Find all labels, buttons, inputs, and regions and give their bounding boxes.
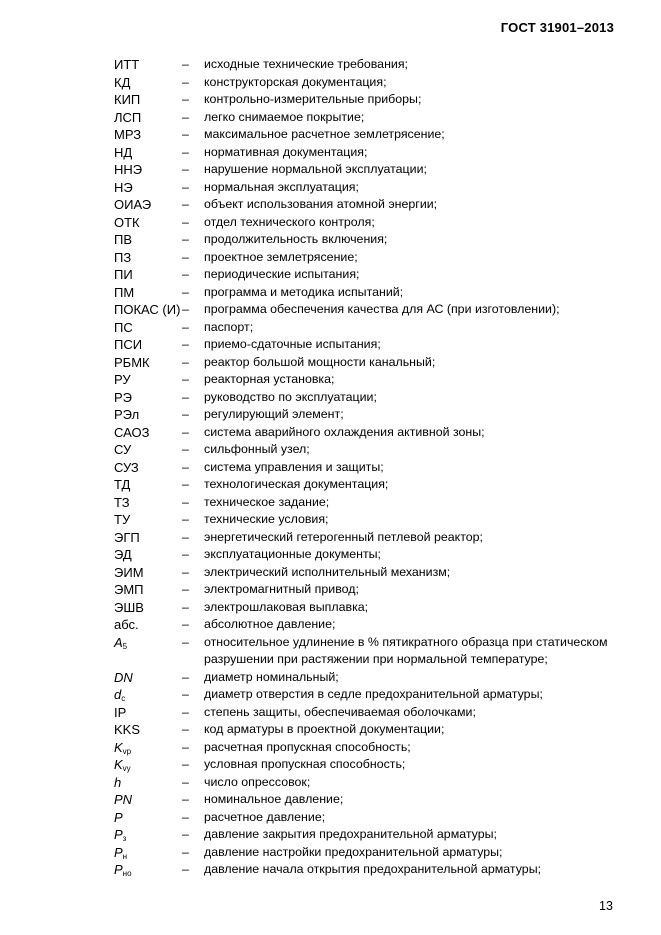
abbreviation-term-text: ПЗ: [114, 249, 132, 265]
abbreviation-entry: [114, 371, 634, 389]
abbreviation-entry: [114, 354, 634, 372]
abbreviation-entry: [114, 546, 634, 564]
abbreviation-term-text: ННЭ: [114, 162, 143, 177]
abbreviation-term-text: K: [114, 739, 123, 755]
abbreviation-term-text: ПОКАС (И): [114, 302, 181, 317]
separator-dash: –: [182, 757, 189, 771]
separator-dash: –: [182, 179, 189, 194]
abbreviation-term-text: ЭГП: [114, 529, 140, 545]
abbreviation-definition: электрошлаковая выплавка;: [204, 599, 369, 614]
separator-dash: –: [182, 494, 189, 509]
separator-dash: –: [182, 389, 189, 404]
abbreviation-definition: сильфонный узел;: [204, 442, 310, 456]
separator-dash: –: [182, 687, 189, 701]
abbreviation-term: [114, 581, 182, 599]
separator-dash: –: [182, 214, 189, 229]
abbreviation-entry: [114, 511, 634, 529]
separator-dash: –: [182, 127, 189, 141]
separator-dash: –: [182, 599, 189, 614]
abbreviation-term: [114, 354, 182, 372]
separator-dash: –: [182, 809, 189, 824]
separator-dash: –: [182, 792, 189, 806]
abbreviation-definition: техническое задание;: [204, 494, 330, 509]
abbreviation-term: [114, 161, 182, 179]
abbreviation-definition: нарушение нормальной эксплуатации;: [204, 162, 427, 176]
abbreviation-term-text: ЛСП: [114, 109, 142, 125]
separator-dash: –: [182, 302, 189, 316]
abbreviation-definition: относительное удлинение в % пятикратного образца при статическом разрушении при растяжении при нормальной температуре;: [204, 634, 608, 666]
abbreviation-entry: [114, 616, 634, 634]
abbreviation-term: [114, 441, 182, 459]
abbreviation-subscript: vy: [122, 764, 131, 773]
separator-dash: –: [182, 617, 189, 631]
abbreviation-term: [114, 669, 182, 687]
abbreviation-term-text: абс.: [114, 617, 139, 632]
abbreviation-entry: [114, 739, 634, 757]
abbreviation-entry: [114, 196, 634, 214]
abbreviation-entry: [114, 231, 634, 249]
abbreviation-definition: паспорт;: [204, 319, 254, 334]
abbreviation-definition: система управления и защиты;: [204, 459, 384, 474]
abbreviation-term-text: ИТТ: [114, 57, 140, 72]
abbreviation-term-text: ПС: [114, 319, 133, 335]
abbreviation-term-text: КД: [114, 74, 131, 90]
abbreviation-term-text: РБМК: [114, 354, 150, 370]
abbreviation-term-text: НД: [114, 144, 133, 160]
abbreviation-definition: система аварийного охлаждения активной зоны;: [204, 424, 485, 439]
abbreviation-subscript: c: [121, 694, 126, 703]
abbreviation-term-text: ТЗ: [114, 494, 130, 510]
abbreviation-term-text: ТУ: [114, 512, 131, 527]
separator-dash: –: [182, 249, 189, 264]
abbreviation-term-text: НЭ: [114, 179, 133, 195]
abbreviation-definition: степень защиты, обеспечиваемая оболочками;: [204, 704, 476, 719]
abbreviation-entry: [114, 494, 634, 512]
abbreviation-term: [114, 739, 182, 757]
abbreviation-entry: [114, 424, 634, 442]
abbreviation-term-text: ТД: [114, 477, 131, 492]
separator-dash: –: [182, 57, 189, 71]
abbreviation-definition: программа обеспечения качества для АС (при изготовлении);: [204, 302, 560, 316]
abbreviation-term: [114, 529, 182, 547]
abbreviation-term: [114, 826, 182, 844]
abbreviation-entry: [114, 476, 634, 494]
separator-dash: –: [182, 739, 189, 754]
abbreviation-entry: [114, 634, 634, 669]
abbreviation-term: [114, 249, 182, 267]
separator-dash: –: [182, 827, 189, 841]
abbreviation-entry: [114, 74, 634, 92]
abbreviation-definition: код арматуры в проектной документации;: [204, 722, 445, 736]
abbreviation-term: [114, 406, 182, 424]
abbreviation-entry: [114, 144, 634, 162]
abbreviation-definition: давление закрытия предохранительной арматуры;: [204, 827, 497, 841]
abbreviation-term: [114, 91, 182, 109]
separator-dash: –: [182, 144, 189, 159]
separator-dash: –: [182, 669, 189, 684]
abbreviation-definition: технические условия;: [204, 512, 329, 526]
abbreviation-term: [114, 476, 182, 494]
separator-dash: –: [182, 284, 189, 299]
abbreviation-definition: номинальное давление;: [204, 792, 344, 806]
abbreviation-term-text: PN: [114, 792, 133, 807]
abbreviation-entry: [114, 599, 634, 617]
abbreviation-term-text: ЭД: [114, 547, 132, 562]
abbreviation-definition: давление начала открытия предохранительной арматуры;: [204, 862, 542, 876]
abbreviation-entry: [114, 529, 634, 547]
separator-dash: –: [182, 372, 189, 386]
abbreviation-term: [114, 196, 182, 214]
abbreviation-subscript: но: [122, 869, 132, 878]
separator-dash: –: [182, 319, 189, 334]
page-number: 13: [599, 899, 613, 913]
abbreviation-term-text: КИП: [114, 92, 141, 107]
separator-dash: –: [182, 337, 189, 351]
abbreviation-term-text: P: [114, 827, 123, 842]
abbreviation-term: [114, 634, 182, 652]
abbreviation-term: [114, 56, 182, 74]
separator-dash: –: [182, 197, 189, 211]
abbreviation-term-text: ПМ: [114, 284, 135, 300]
abbreviation-term: [114, 861, 182, 879]
abbreviation-term: [114, 616, 182, 634]
abbreviation-subscript: н: [122, 851, 128, 861]
separator-dash: –: [182, 477, 189, 491]
abbreviation-term-text: d: [114, 687, 122, 702]
abbreviation-entry: [114, 721, 634, 739]
abbreviation-entry: [114, 441, 634, 459]
abbreviation-definition: электрический исполнительный механизм;: [204, 564, 451, 579]
separator-dash: –: [182, 74, 189, 89]
abbreviation-definition: конструкторская документация;: [204, 74, 387, 89]
abbreviation-term: [114, 126, 182, 144]
abbreviation-term: [114, 74, 182, 92]
abbreviation-term: [114, 774, 182, 792]
abbreviation-definition: абсолютное давление;: [204, 617, 336, 631]
abbreviation-term-text: P: [114, 809, 123, 825]
separator-dash: –: [182, 564, 189, 579]
abbreviation-definition: условная пропускная способность;: [204, 757, 406, 771]
abbreviation-entry: [114, 284, 634, 302]
abbreviation-term: [114, 336, 182, 354]
separator-dash: –: [182, 722, 189, 736]
abbreviation-term-text: СУ: [114, 442, 132, 457]
separator-dash: –: [182, 547, 189, 561]
abbreviation-term: [114, 179, 182, 197]
abbreviation-definition: число опрессовок;: [204, 774, 311, 789]
separator-dash: –: [182, 354, 189, 369]
abbreviation-entry: [114, 161, 634, 179]
abbreviation-entry: [114, 809, 634, 827]
separator-dash: –: [182, 109, 189, 124]
abbreviation-definition: реакторная установка;: [204, 372, 335, 386]
abbreviation-term-text: САОЗ: [114, 424, 150, 440]
separator-dash: –: [182, 512, 189, 526]
separator-dash: –: [182, 92, 189, 106]
abbreviation-term: [114, 704, 182, 722]
separator-dash: –: [182, 407, 189, 421]
abbreviation-term-text: P: [114, 862, 123, 877]
abbreviation-term: [114, 564, 182, 582]
separator-dash: –: [182, 774, 189, 789]
abbreviation-entry: [114, 704, 634, 722]
abbreviation-entry: [114, 91, 634, 109]
abbreviation-definition: проектное землетрясение;: [204, 249, 358, 264]
abbreviation-term: [114, 599, 182, 617]
abbreviation-term: [114, 844, 182, 862]
abbreviation-term: [114, 511, 182, 529]
separator-dash: –: [182, 459, 189, 474]
abbreviation-entry: [114, 249, 634, 267]
abbreviation-term: [114, 809, 182, 827]
separator-dash: –: [182, 582, 189, 596]
abbreviation-term: [114, 371, 182, 389]
separator-dash: –: [182, 634, 189, 649]
abbreviation-entry: [114, 686, 634, 704]
separator-dash: –: [182, 424, 189, 439]
abbreviation-term-text: ЭШВ: [114, 599, 144, 615]
abbreviation-term-text: СУЗ: [114, 459, 139, 475]
abbreviation-entry: [114, 266, 634, 284]
abbreviation-definition: технологическая документация;: [204, 477, 389, 491]
abbreviation-term-text: h: [114, 774, 122, 790]
abbreviation-definition: исходные технические требования;: [204, 57, 408, 71]
abbreviation-term-text: РЭл: [114, 407, 140, 422]
abbreviation-definition: легко снимаемое покрытие;: [204, 109, 365, 124]
abbreviation-definition: руководство по эксплуатации;: [204, 389, 377, 404]
abbreviation-term: [114, 389, 182, 407]
abbreviation-term-text: ЭИМ: [114, 564, 144, 580]
abbreviation-term: [114, 791, 182, 809]
abbreviation-term: [114, 266, 182, 284]
abbreviation-entry: [114, 126, 634, 144]
abbreviation-definition: отдел технического контроля;: [204, 214, 375, 229]
abbreviation-entry: [114, 179, 634, 197]
abbreviation-list: [114, 56, 634, 879]
abbreviation-term-text: KKS: [114, 722, 141, 737]
abbreviation-term: [114, 319, 182, 337]
abbreviation-term: [114, 494, 182, 512]
separator-dash: –: [182, 232, 189, 246]
abbreviation-entry: [114, 861, 634, 879]
abbreviation-term-text: ОТК: [114, 214, 140, 230]
abbreviation-term-text: ПСИ: [114, 337, 143, 352]
abbreviation-entry: [114, 406, 634, 424]
abbreviation-definition: электромагнитный привод;: [204, 582, 359, 596]
separator-dash: –: [182, 862, 189, 876]
abbreviation-term-text: ОИАЭ: [114, 197, 152, 212]
abbreviation-term-text: ПВ: [114, 232, 133, 247]
abbreviation-term: [114, 424, 182, 442]
abbreviation-definition: регулирующий элемент;: [204, 407, 344, 421]
abbreviation-term: [114, 459, 182, 477]
abbreviation-definition: расчетное давление;: [204, 809, 326, 824]
separator-dash: –: [182, 442, 189, 456]
abbreviation-definition: максимальное расчетное землетрясение;: [204, 127, 445, 141]
abbreviation-definition: давление настройки предохранительной арматуры;: [204, 844, 503, 859]
abbreviation-definition: продолжительность включения;: [204, 232, 388, 246]
abbreviation-term: [114, 109, 182, 127]
abbreviation-definition: программа и методика испытаний;: [204, 284, 404, 299]
abbreviation-entry: [114, 844, 634, 862]
abbreviation-term-text: P: [114, 844, 123, 860]
abbreviation-entry: [114, 214, 634, 232]
document-header: ГОСТ 31901–2013: [500, 20, 614, 35]
abbreviation-term: [114, 214, 182, 232]
abbreviation-term: [114, 686, 182, 704]
abbreviation-term: [114, 546, 182, 564]
separator-dash: –: [182, 704, 189, 719]
abbreviation-definition: расчетная пропускная способность;: [204, 739, 411, 754]
abbreviation-definition: нормальная эксплуатация;: [204, 179, 359, 194]
separator-dash: –: [182, 267, 189, 281]
abbreviation-subscript: vp: [122, 746, 132, 756]
abbreviation-term-text: ПИ: [114, 267, 133, 282]
abbreviation-definition: реактор большой мощности канальный;: [204, 354, 436, 369]
abbreviation-entry: [114, 756, 634, 774]
abbreviation-term-text: РУ: [114, 372, 131, 387]
abbreviation-definition: нормативная документация;: [204, 144, 368, 159]
abbreviation-entry: [114, 319, 634, 337]
abbreviation-entry: [114, 389, 634, 407]
abbreviation-entry: [114, 459, 634, 477]
abbreviation-entry: [114, 791, 634, 809]
abbreviation-term: [114, 284, 182, 302]
abbreviation-entry: [114, 774, 634, 792]
abbreviation-subscript: 5: [122, 641, 128, 651]
abbreviation-term-text: ЭМП: [114, 582, 144, 597]
abbreviation-term-text: DN: [114, 669, 133, 685]
abbreviation-entry: [114, 581, 634, 599]
abbreviation-subscript: з: [122, 834, 127, 843]
abbreviation-definition: контрольно-измерительные приборы;: [204, 92, 422, 106]
abbreviation-definition: приемо-сдаточные испытания;: [204, 337, 381, 351]
abbreviation-definition: диаметр номинальный;: [204, 669, 339, 684]
abbreviation-definition: эксплуатационные документы;: [204, 547, 381, 561]
abbreviation-entry: [114, 301, 634, 319]
abbreviation-definition: объект использования атомной энергии;: [204, 197, 438, 211]
abbreviation-entry: [114, 56, 634, 74]
abbreviation-definition: энергетический гетерогенный петлевой реактор;: [204, 529, 483, 544]
abbreviation-definition: диаметр отверстия в седле предохранительной арматуры;: [204, 687, 543, 701]
abbreviation-term-text: IP: [114, 704, 127, 720]
abbreviation-entry: [114, 564, 634, 582]
abbreviation-term: [114, 231, 182, 249]
abbreviation-term: [114, 301, 182, 319]
abbreviation-term: [114, 756, 182, 774]
abbreviation-term-text: РЭ: [114, 389, 133, 405]
abbreviation-definition: периодические испытания;: [204, 267, 360, 281]
abbreviation-term-text: МРЗ: [114, 127, 142, 142]
abbreviation-term: [114, 721, 182, 739]
separator-dash: –: [182, 844, 189, 859]
abbreviation-entry: [114, 669, 634, 687]
abbreviation-entry: [114, 109, 634, 127]
separator-dash: –: [182, 529, 189, 544]
abbreviation-term-text: A: [114, 634, 123, 650]
abbreviation-term: [114, 144, 182, 162]
abbreviation-entry: [114, 826, 634, 844]
separator-dash: –: [182, 162, 189, 176]
abbreviation-entry: [114, 336, 634, 354]
abbreviation-term-text: K: [114, 757, 123, 772]
